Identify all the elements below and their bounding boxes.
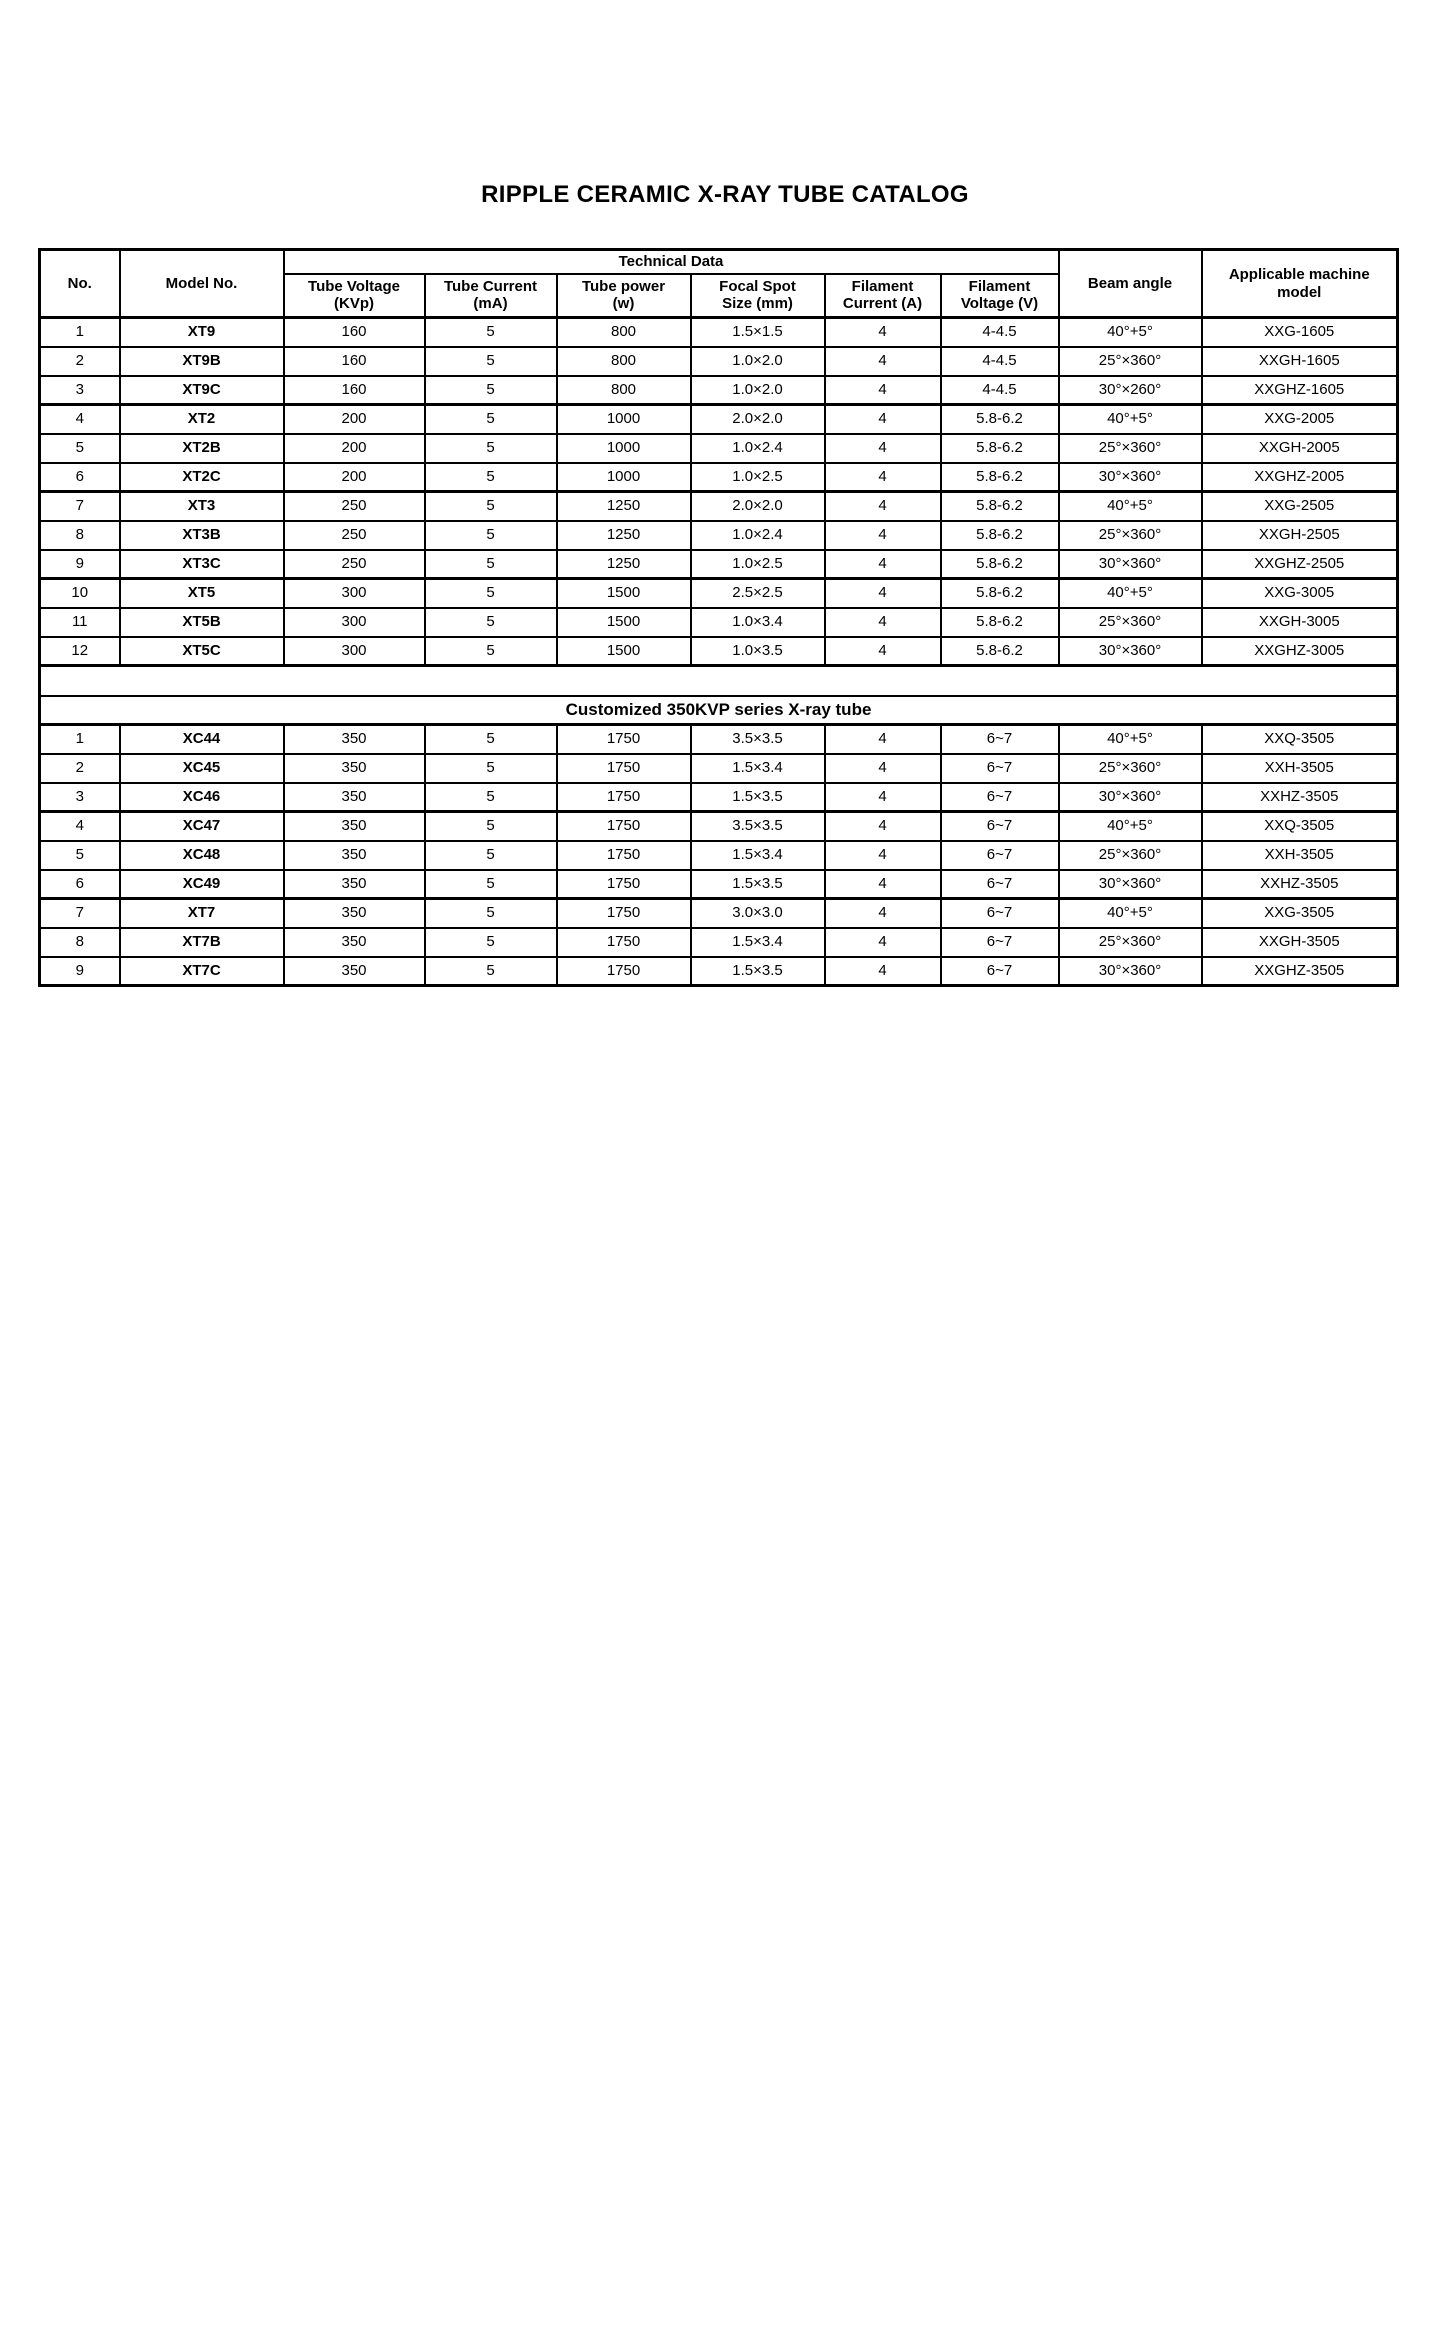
cell-machine-model: XXGHZ-3505 xyxy=(1202,957,1398,986)
xray-tube-catalog-table xyxy=(38,248,1399,987)
cell-model: XT2B xyxy=(120,434,284,463)
section2-rows xyxy=(40,725,1398,986)
cell-focal-spot: 1.5×3.4 xyxy=(691,754,825,783)
header-applicable-machine-model xyxy=(1202,250,1398,318)
cell-no: 10 xyxy=(40,579,120,608)
cell-tube-voltage: 300 xyxy=(284,637,425,666)
cell-focal-spot: 1.0×2.0 xyxy=(691,376,825,405)
cell-filament-current: 4 xyxy=(825,579,941,608)
cell-no: 1 xyxy=(40,318,120,347)
cell-tube-power: 1250 xyxy=(557,492,691,521)
cell-beam-angle: 30°×360° xyxy=(1059,870,1202,899)
cell-filament-voltage: 6~7 xyxy=(941,957,1059,986)
header-technical-data: Technical Data xyxy=(284,250,1059,274)
cell-no: 9 xyxy=(40,957,120,986)
cell-machine-model: XXG-2005 xyxy=(1202,405,1398,434)
cell-filament-current: 4 xyxy=(825,463,941,492)
cell-filament-voltage: 5.8-6.2 xyxy=(941,492,1059,521)
cell-beam-angle: 40°+5° xyxy=(1059,725,1202,754)
cell-filament-current: 4 xyxy=(825,754,941,783)
cell-tube-voltage: 200 xyxy=(284,405,425,434)
cell-beam-angle: 40°+5° xyxy=(1059,405,1202,434)
cell-filament-current: 4 xyxy=(825,841,941,870)
cell-tube-current: 5 xyxy=(425,434,557,463)
cell-tube-voltage: 300 xyxy=(284,608,425,637)
cell-tube-voltage: 250 xyxy=(284,492,425,521)
cell-tube-power: 1250 xyxy=(557,550,691,579)
page-title: RIPPLE CERAMIC X-RAY TUBE CATALOG xyxy=(481,181,969,208)
cell-tube-current: 5 xyxy=(425,870,557,899)
cell-tube-power: 1000 xyxy=(557,405,691,434)
cell-tube-voltage: 250 xyxy=(284,550,425,579)
table-row xyxy=(40,550,1398,579)
cell-beam-angle: 40°+5° xyxy=(1059,318,1202,347)
cell-focal-spot: 3.0×3.0 xyxy=(691,899,825,928)
cell-model: XT2 xyxy=(120,405,284,434)
cell-machine-model: XXGH-3505 xyxy=(1202,928,1398,957)
cell-focal-spot: 2.0×2.0 xyxy=(691,405,825,434)
cell-machine-model: XXGH-3005 xyxy=(1202,608,1398,637)
cell-tube-voltage: 200 xyxy=(284,463,425,492)
section1-rows xyxy=(40,318,1398,666)
cell-tube-power: 1500 xyxy=(557,637,691,666)
cell-tube-voltage: 350 xyxy=(284,754,425,783)
cell-beam-angle: 25°×360° xyxy=(1059,608,1202,637)
cell-focal-spot: 1.5×1.5 xyxy=(691,318,825,347)
table-row xyxy=(40,318,1398,347)
cell-beam-angle: 40°+5° xyxy=(1059,812,1202,841)
cell-no: 9 xyxy=(40,550,120,579)
cell-focal-spot: 1.5×3.4 xyxy=(691,928,825,957)
cell-focal-spot: 1.0×2.4 xyxy=(691,434,825,463)
cell-focal-spot: 1.0×2.5 xyxy=(691,463,825,492)
cell-tube-voltage: 160 xyxy=(284,318,425,347)
cell-no: 5 xyxy=(40,434,120,463)
cell-tube-current: 5 xyxy=(425,754,557,783)
cell-tube-power: 800 xyxy=(557,376,691,405)
table-row xyxy=(40,783,1398,812)
cell-focal-spot: 1.0×2.4 xyxy=(691,521,825,550)
table-row xyxy=(40,725,1398,754)
cell-filament-voltage: 4-4.5 xyxy=(941,376,1059,405)
cell-focal-spot: 1.0×3.4 xyxy=(691,608,825,637)
cell-model: XT9C xyxy=(120,376,284,405)
header-beam-angle: Beam angle xyxy=(1059,250,1202,318)
cell-filament-voltage: 5.8-6.2 xyxy=(941,521,1059,550)
cell-model: XC45 xyxy=(120,754,284,783)
cell-filament-current: 4 xyxy=(825,376,941,405)
cell-model: XT5C xyxy=(120,637,284,666)
cell-tube-voltage: 350 xyxy=(284,725,425,754)
table-row xyxy=(40,405,1398,434)
cell-model: XT9 xyxy=(120,318,284,347)
cell-tube-current: 5 xyxy=(425,928,557,957)
header-tube-voltage: Tube Voltage (KVp) xyxy=(284,274,425,318)
cell-model: XT7B xyxy=(120,928,284,957)
cell-filament-current: 4 xyxy=(825,812,941,841)
header-applicable-line1: Applicable machine xyxy=(1228,265,1370,283)
cell-filament-current: 4 xyxy=(825,434,941,463)
cell-filament-voltage: 4-4.5 xyxy=(941,347,1059,376)
cell-focal-spot: 3.5×3.5 xyxy=(691,725,825,754)
cell-focal-spot: 1.5×3.5 xyxy=(691,783,825,812)
cell-beam-angle: 40°+5° xyxy=(1059,579,1202,608)
cell-machine-model: XXGH-2005 xyxy=(1202,434,1398,463)
cell-no: 6 xyxy=(40,870,120,899)
header-filament-current: Filament Current (A) xyxy=(825,274,941,318)
cell-focal-spot: 2.0×2.0 xyxy=(691,492,825,521)
cell-tube-current: 5 xyxy=(425,579,557,608)
table-row xyxy=(40,434,1398,463)
cell-model: XC44 xyxy=(120,725,284,754)
cell-tube-current: 5 xyxy=(425,463,557,492)
cell-tube-power: 1750 xyxy=(557,725,691,754)
cell-tube-current: 5 xyxy=(425,812,557,841)
cell-tube-power: 1750 xyxy=(557,783,691,812)
cell-tube-voltage: 350 xyxy=(284,841,425,870)
cell-tube-current: 5 xyxy=(425,637,557,666)
header-no: No. xyxy=(40,250,120,318)
cell-focal-spot: 1.0×3.5 xyxy=(691,637,825,666)
cell-tube-voltage: 350 xyxy=(284,957,425,986)
spacer-row xyxy=(40,666,1398,696)
cell-tube-current: 5 xyxy=(425,376,557,405)
cell-filament-current: 4 xyxy=(825,783,941,812)
table-row xyxy=(40,899,1398,928)
cell-filament-current: 4 xyxy=(825,318,941,347)
cell-model: XC46 xyxy=(120,783,284,812)
cell-model: XT9B xyxy=(120,347,284,376)
cell-model: XT5 xyxy=(120,579,284,608)
cell-filament-voltage: 6~7 xyxy=(941,812,1059,841)
header-tube-power: Tube power (w) xyxy=(557,274,691,318)
table-header xyxy=(40,250,1398,318)
table-row xyxy=(40,376,1398,405)
cell-model: XT3B xyxy=(120,521,284,550)
cell-filament-voltage: 5.8-6.2 xyxy=(941,579,1059,608)
cell-tube-power: 800 xyxy=(557,347,691,376)
cell-focal-spot: 1.5×3.5 xyxy=(691,870,825,899)
cell-no: 2 xyxy=(40,754,120,783)
cell-tube-voltage: 350 xyxy=(284,783,425,812)
cell-tube-current: 5 xyxy=(425,899,557,928)
cell-model: XT3 xyxy=(120,492,284,521)
cell-tube-power: 800 xyxy=(557,318,691,347)
cell-machine-model: XXHZ-3505 xyxy=(1202,870,1398,899)
cell-model: XT3C xyxy=(120,550,284,579)
cell-tube-voltage: 250 xyxy=(284,521,425,550)
cell-beam-angle: 30°×360° xyxy=(1059,550,1202,579)
cell-beam-angle: 25°×360° xyxy=(1059,928,1202,957)
cell-filament-voltage: 5.8-6.2 xyxy=(941,463,1059,492)
table-row xyxy=(40,812,1398,841)
cell-beam-angle: 30°×360° xyxy=(1059,783,1202,812)
cell-no: 3 xyxy=(40,783,120,812)
cell-beam-angle: 30°×360° xyxy=(1059,957,1202,986)
cell-machine-model: XXG-3005 xyxy=(1202,579,1398,608)
cell-filament-current: 4 xyxy=(825,870,941,899)
header-tube-current: Tube Current (mA) xyxy=(425,274,557,318)
cell-no: 6 xyxy=(40,463,120,492)
cell-filament-voltage: 6~7 xyxy=(941,870,1059,899)
cell-beam-angle: 40°+5° xyxy=(1059,899,1202,928)
cell-beam-angle: 25°×360° xyxy=(1059,841,1202,870)
cell-filament-current: 4 xyxy=(825,550,941,579)
table-row xyxy=(40,347,1398,376)
cell-tube-power: 1500 xyxy=(557,579,691,608)
cell-model: XT7C xyxy=(120,957,284,986)
cell-no: 7 xyxy=(40,899,120,928)
cell-tube-current: 5 xyxy=(425,550,557,579)
cell-beam-angle: 25°×360° xyxy=(1059,434,1202,463)
cell-tube-power: 1750 xyxy=(557,957,691,986)
table-row xyxy=(40,754,1398,783)
cell-machine-model: XXGHZ-2005 xyxy=(1202,463,1398,492)
cell-tube-voltage: 160 xyxy=(284,347,425,376)
cell-tube-voltage: 350 xyxy=(284,928,425,957)
cell-tube-voltage: 300 xyxy=(284,579,425,608)
cell-no: 4 xyxy=(40,812,120,841)
cell-machine-model: XXG-2505 xyxy=(1202,492,1398,521)
cell-tube-current: 5 xyxy=(425,783,557,812)
table-row xyxy=(40,841,1398,870)
cell-tube-current: 5 xyxy=(425,725,557,754)
table-row xyxy=(40,579,1398,608)
table-row xyxy=(40,870,1398,899)
cell-tube-voltage: 160 xyxy=(284,376,425,405)
cell-tube-current: 5 xyxy=(425,405,557,434)
header-filament-voltage: Filament Voltage (V) xyxy=(941,274,1059,318)
cell-filament-current: 4 xyxy=(825,521,941,550)
cell-filament-current: 4 xyxy=(825,957,941,986)
header-focal-spot-size: Focal Spot Size (mm) xyxy=(691,274,825,318)
cell-focal-spot: 2.5×2.5 xyxy=(691,579,825,608)
cell-filament-voltage: 5.8-6.2 xyxy=(941,405,1059,434)
cell-filament-current: 4 xyxy=(825,405,941,434)
cell-tube-power: 1750 xyxy=(557,841,691,870)
cell-beam-angle: 30°×360° xyxy=(1059,463,1202,492)
cell-beam-angle: 25°×360° xyxy=(1059,754,1202,783)
cell-no: 12 xyxy=(40,637,120,666)
cell-tube-voltage: 350 xyxy=(284,812,425,841)
cell-no: 5 xyxy=(40,841,120,870)
cell-no: 2 xyxy=(40,347,120,376)
table-row xyxy=(40,608,1398,637)
cell-machine-model: XXGHZ-1605 xyxy=(1202,376,1398,405)
cell-filament-current: 4 xyxy=(825,899,941,928)
cell-filament-voltage: 6~7 xyxy=(941,841,1059,870)
cell-machine-model: XXH-3505 xyxy=(1202,841,1398,870)
section-title-row xyxy=(40,696,1398,725)
cell-machine-model: XXHZ-3505 xyxy=(1202,783,1398,812)
cell-machine-model: XXQ-3505 xyxy=(1202,725,1398,754)
cell-tube-power: 1750 xyxy=(557,870,691,899)
cell-filament-current: 4 xyxy=(825,928,941,957)
cell-model: XT7 xyxy=(120,899,284,928)
cell-filament-current: 4 xyxy=(825,637,941,666)
cell-focal-spot: 1.0×2.5 xyxy=(691,550,825,579)
cell-tube-power: 1750 xyxy=(557,899,691,928)
cell-no: 7 xyxy=(40,492,120,521)
cell-model: XC49 xyxy=(120,870,284,899)
cell-tube-power: 1250 xyxy=(557,521,691,550)
section-divider xyxy=(40,666,1398,725)
table-row xyxy=(40,463,1398,492)
cell-model: XT5B xyxy=(120,608,284,637)
cell-filament-current: 4 xyxy=(825,492,941,521)
cell-machine-model: XXH-3505 xyxy=(1202,754,1398,783)
cell-tube-voltage: 350 xyxy=(284,899,425,928)
cell-filament-voltage: 5.8-6.2 xyxy=(941,608,1059,637)
header-model-no: Model No. xyxy=(120,250,284,318)
header-applicable-line2: model xyxy=(1277,283,1322,301)
cell-tube-current: 5 xyxy=(425,957,557,986)
cell-filament-current: 4 xyxy=(825,608,941,637)
cell-no: 11 xyxy=(40,608,120,637)
cell-filament-voltage: 5.8-6.2 xyxy=(941,434,1059,463)
cell-tube-current: 5 xyxy=(425,608,557,637)
cell-beam-angle: 40°+5° xyxy=(1059,492,1202,521)
cell-filament-current: 4 xyxy=(825,347,941,376)
cell-focal-spot: 1.5×3.5 xyxy=(691,957,825,986)
cell-filament-current: 4 xyxy=(825,725,941,754)
cell-tube-voltage: 200 xyxy=(284,434,425,463)
table-row xyxy=(40,637,1398,666)
cell-tube-voltage: 350 xyxy=(284,870,425,899)
cell-no: 3 xyxy=(40,376,120,405)
cell-tube-power: 1750 xyxy=(557,812,691,841)
cell-filament-voltage: 6~7 xyxy=(941,725,1059,754)
table-row xyxy=(40,928,1398,957)
cell-tube-power: 1750 xyxy=(557,754,691,783)
cell-machine-model: XXGHZ-3005 xyxy=(1202,637,1398,666)
cell-focal-spot: 1.0×2.0 xyxy=(691,347,825,376)
cell-focal-spot: 3.5×3.5 xyxy=(691,812,825,841)
cell-tube-current: 5 xyxy=(425,318,557,347)
cell-model: XC47 xyxy=(120,812,284,841)
section2-title: Customized 350KVP series X-ray tube xyxy=(40,696,1398,725)
cell-tube-current: 5 xyxy=(425,521,557,550)
cell-machine-model: XXGHZ-2505 xyxy=(1202,550,1398,579)
cell-no: 4 xyxy=(40,405,120,434)
cell-no: 8 xyxy=(40,928,120,957)
cell-no: 1 xyxy=(40,725,120,754)
cell-model: XT2C xyxy=(120,463,284,492)
cell-machine-model: XXG-1605 xyxy=(1202,318,1398,347)
cell-machine-model: XXG-3505 xyxy=(1202,899,1398,928)
cell-filament-voltage: 6~7 xyxy=(941,783,1059,812)
cell-beam-angle: 25°×360° xyxy=(1059,521,1202,550)
cell-tube-current: 5 xyxy=(425,492,557,521)
cell-beam-angle: 30°×260° xyxy=(1059,376,1202,405)
cell-filament-voltage: 6~7 xyxy=(941,754,1059,783)
cell-beam-angle: 30°×360° xyxy=(1059,637,1202,666)
cell-machine-model: XXQ-3505 xyxy=(1202,812,1398,841)
cell-filament-voltage: 6~7 xyxy=(941,899,1059,928)
table-row xyxy=(40,521,1398,550)
cell-filament-voltage: 4-4.5 xyxy=(941,318,1059,347)
cell-filament-voltage: 5.8-6.2 xyxy=(941,637,1059,666)
cell-beam-angle: 25°×360° xyxy=(1059,347,1202,376)
cell-tube-current: 5 xyxy=(425,347,557,376)
cell-tube-current: 5 xyxy=(425,841,557,870)
cell-model: XC48 xyxy=(120,841,284,870)
cell-machine-model: XXGH-2505 xyxy=(1202,521,1398,550)
cell-filament-voltage: 5.8-6.2 xyxy=(941,550,1059,579)
cell-tube-power: 1500 xyxy=(557,608,691,637)
cell-filament-voltage: 6~7 xyxy=(941,928,1059,957)
cell-tube-power: 1750 xyxy=(557,928,691,957)
cell-tube-power: 1000 xyxy=(557,463,691,492)
cell-tube-power: 1000 xyxy=(557,434,691,463)
table-row xyxy=(40,492,1398,521)
table-row xyxy=(40,957,1398,986)
cell-focal-spot: 1.5×3.4 xyxy=(691,841,825,870)
cell-no: 8 xyxy=(40,521,120,550)
cell-machine-model: XXGH-1605 xyxy=(1202,347,1398,376)
